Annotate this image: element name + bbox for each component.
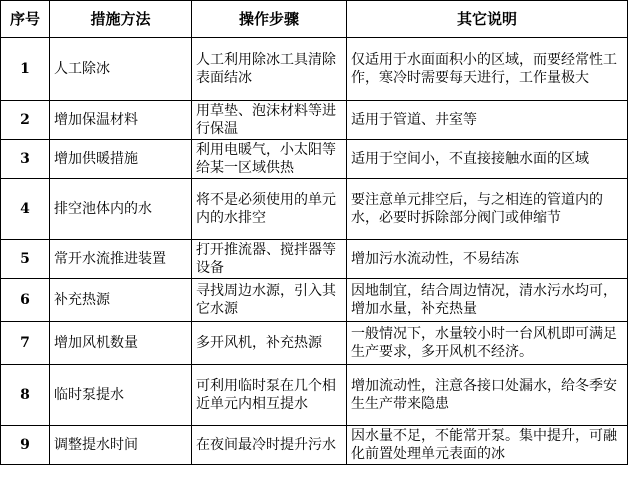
row-steps: 多开风机，补充热源 (192, 322, 347, 365)
row-number: 3 (1, 140, 50, 179)
table-row (1, 140, 628, 179)
row-notes: 要注意单元排空后，与之相连的管道内的水，必要时拆除部分阀门或伸缩节 (347, 179, 628, 240)
row-method: 临时泵提水 (50, 365, 192, 426)
table-row (1, 179, 628, 240)
row-method: 增加供暖措施 (50, 140, 192, 179)
table-row (1, 240, 628, 279)
row-number: 4 (1, 179, 50, 240)
table-row (1, 279, 628, 322)
table-header (1, 1, 628, 38)
row-steps: 寻找周边水源，引入其它水源 (192, 279, 347, 322)
row-number: 5 (1, 240, 50, 279)
row-steps: 在夜间最冷时提升污水 (192, 426, 347, 465)
row-notes: 因地制宜，结合周边情况，清水污水均可，增加水量，补充热量 (347, 279, 628, 322)
row-method: 常开水流推进装置 (50, 240, 192, 279)
row-method: 增加风机数量 (50, 322, 192, 365)
row-method: 补充热源 (50, 279, 192, 322)
row-steps: 将不是必须使用的单元内的水排空 (192, 179, 347, 240)
table-body (1, 38, 628, 465)
header-no: 序号 (1, 1, 50, 38)
table-row (1, 38, 628, 101)
row-notes: 增加污水流动性，不易结冻 (347, 240, 628, 279)
row-number: 1 (1, 38, 50, 101)
header-method: 措施方法 (50, 1, 192, 38)
table-row (1, 426, 628, 465)
row-method: 增加保温材料 (50, 101, 192, 140)
table-row (1, 365, 628, 426)
row-steps: 用草垫、泡沫材料等进行保温 (192, 101, 347, 140)
header-steps: 操作步骤 (192, 1, 347, 38)
row-number: 7 (1, 322, 50, 365)
row-steps: 可利用临时泵在几个相近单元内相互提水 (192, 365, 347, 426)
table-row (1, 322, 628, 365)
header-row (1, 1, 628, 38)
row-notes: 适用于空间小，不直接接触水面的区域 (347, 140, 628, 179)
row-steps: 打开推流器、搅拌器等设备 (192, 240, 347, 279)
row-steps: 利用电暖气，小太阳等给某一区域供热 (192, 140, 347, 179)
row-notes: 一般情况下，水量较小时一台风机即可满足生产要求，多开风机不经济。 (347, 322, 628, 365)
row-method: 调整提水时间 (50, 426, 192, 465)
row-steps: 人工利用除冰工具清除表面结冰 (192, 38, 347, 101)
table-row (1, 101, 628, 140)
row-method: 排空池体内的水 (50, 179, 192, 240)
row-notes: 仅适用于水面面积小的区域，而要经常性工作，寒冷时需要每天进行，工作量极大 (347, 38, 628, 101)
row-number: 6 (1, 279, 50, 322)
row-number: 2 (1, 101, 50, 140)
row-number: 8 (1, 365, 50, 426)
header-notes: 其它说明 (347, 1, 628, 38)
row-number: 9 (1, 426, 50, 465)
row-notes: 适用于管道、井室等 (347, 101, 628, 140)
row-notes: 因水量不足，不能常开泵。集中提升，可融化前置处理单元表面的冰 (347, 426, 628, 465)
row-method: 人工除冰 (50, 38, 192, 101)
row-notes: 增加流动性，注意各接口处漏水，给冬季安生生产带来隐患 (347, 365, 628, 426)
